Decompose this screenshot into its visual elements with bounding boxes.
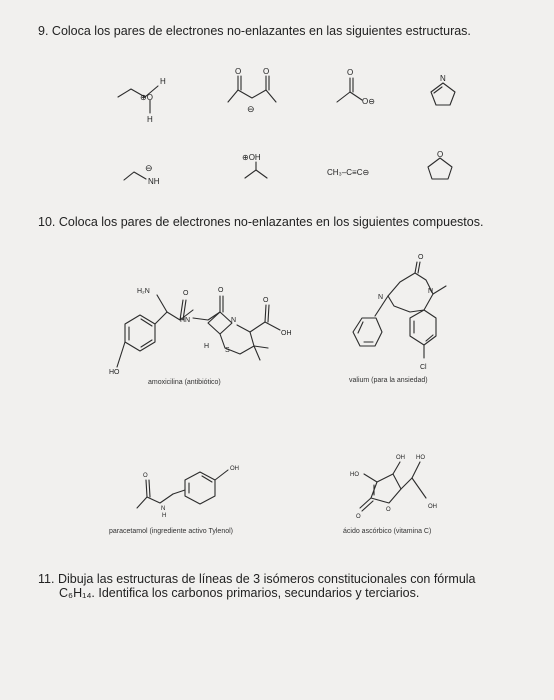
furan-o-label: O xyxy=(437,150,444,159)
dione-carbanion-structure xyxy=(228,67,276,114)
ring-n-label: N xyxy=(440,74,446,83)
paracetamol-structure xyxy=(137,466,239,519)
ascorbic-o-carbonyl-label: O xyxy=(356,514,361,520)
furan-ring-structure xyxy=(428,150,452,179)
ascorbic-o-ring-label: O xyxy=(386,507,391,513)
pyrroline-ring-structure xyxy=(431,74,455,105)
ascorbic-oh2-label: OH xyxy=(428,504,437,510)
amox-oh-label: OH xyxy=(281,330,292,337)
valium-n2-label: N xyxy=(428,288,434,295)
valium-structure xyxy=(353,254,446,371)
paracetamol-caption: paracetamol (ingrediente activo Tylenol) xyxy=(109,528,233,535)
amox-n-label: N xyxy=(231,317,237,324)
oxonium-h-bottom-label: H xyxy=(147,115,153,124)
carboxylate-o-minus-label: O⊖ xyxy=(362,97,375,106)
amox-h2n-label: H₂N xyxy=(137,288,150,295)
amox-o1-label: O xyxy=(183,290,189,297)
amide-anion-structure xyxy=(124,163,160,186)
amide-nh-label: NH xyxy=(148,177,160,186)
question-10-text: Coloca los pares de electrones no-enlazantes en los siguientes compuestos. xyxy=(58,215,484,229)
oxonium-h-top-label: H xyxy=(160,77,166,86)
ascorbic-oh1-label: OH xyxy=(396,455,405,461)
valium-n1-label: N xyxy=(378,294,384,301)
valium-o-label: O xyxy=(418,254,424,261)
ascorbic-acid-structure xyxy=(350,455,437,520)
protonated-ketone-structure xyxy=(242,153,267,178)
ascorbic-ho2-label: HO xyxy=(416,455,425,461)
valium-cl-label: Cl xyxy=(420,364,427,371)
oxonium-o-label: ⊕O xyxy=(140,93,153,102)
question-11-number: 11. xyxy=(38,572,55,586)
dione-minus-label: ⊖ xyxy=(247,104,255,114)
amoxicillin-structure xyxy=(109,287,292,376)
oxonium-structure xyxy=(118,77,166,124)
amox-h-label: H xyxy=(204,343,210,350)
question-11-line-1: Dibuja las estructuras de líneas de 3 isómeros constitucionales con fórmula xyxy=(57,572,476,586)
paracetamol-n-label: N xyxy=(161,506,166,512)
amoxicillin-caption: amoxicilina (antibiótico) xyxy=(148,379,221,386)
ascorbic-acid-caption: ácido ascórbico (vitamina C) xyxy=(343,528,432,535)
dione-o2-label: O xyxy=(263,67,270,76)
paracetamol-o-label: O xyxy=(143,473,148,479)
paracetamol-h-label: H xyxy=(162,513,167,519)
acetylide-structure xyxy=(327,168,369,177)
carboxylate-o-label: O xyxy=(347,68,354,77)
ascorbic-ho1-label: HO xyxy=(350,472,359,478)
dione-o1-label: O xyxy=(235,67,242,76)
protonated-oh-label: ⊕OH xyxy=(242,153,261,162)
question-9-text: Coloca los pares de electrones no-enlazantes en las siguientes estructuras. xyxy=(51,24,471,38)
amide-minus-label: ⊖ xyxy=(145,163,153,173)
acetylide-label: CH₃–C≡C⊖ xyxy=(327,168,370,177)
amox-o3-label: O xyxy=(263,297,269,304)
valium-caption: valium (para la ansiedad) xyxy=(349,377,428,384)
carboxylate-structure xyxy=(337,68,375,106)
question-9-number: 9. xyxy=(38,24,49,38)
amox-hn-label: HN xyxy=(180,317,191,324)
question-10-number: 10. xyxy=(38,215,56,229)
amox-ho-label: HO xyxy=(109,369,120,376)
amox-s-label: S xyxy=(225,347,230,354)
question-11-line-2: C₆H₁₄. Identifica los carbonos primarios, secundarios y terciarios. xyxy=(59,586,420,600)
amox-o2-label: O xyxy=(218,287,224,294)
paracetamol-oh-label: OH xyxy=(230,466,239,472)
